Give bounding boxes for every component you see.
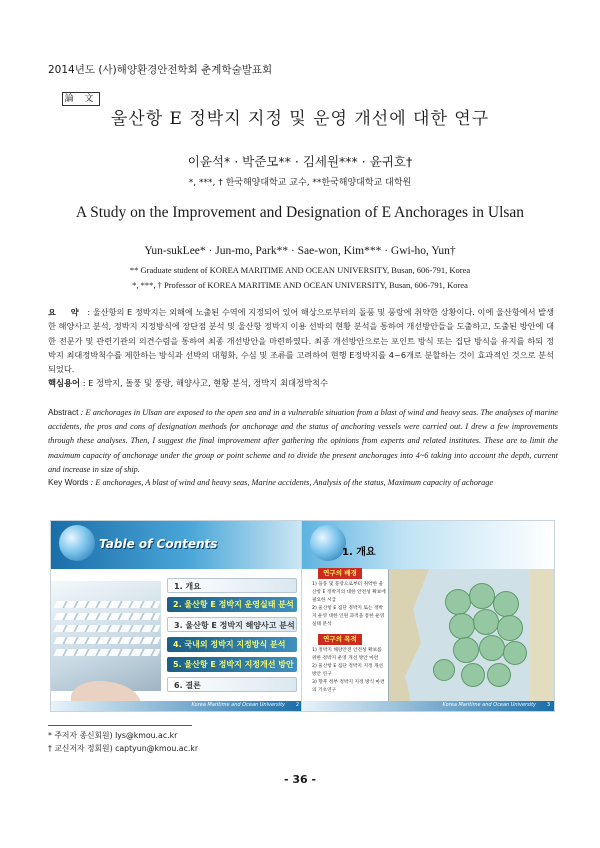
footnote-corresponding-author: † 교신저자 정회원) captyun@kmou.ac.kr — [48, 744, 199, 753]
footnote-divider — [48, 725, 192, 726]
globe-icon — [59, 525, 95, 561]
english-affiliation-1: ** Graduate student of KOREA MARITIME AND OCEAN UNIVERSITY, Busan, 606-791, Korea — [129, 265, 471, 275]
page-number: - 36 - — [283, 773, 317, 786]
korean-abstract-label: 요 약 — [48, 307, 85, 317]
toc-item: 6. 결론 — [167, 677, 297, 692]
toc-item: 5. 울산항 E 정박지 지정개선 방안 — [167, 657, 297, 672]
globe-icon — [310, 525, 346, 561]
slide-title: Table of Contents — [99, 537, 218, 551]
korean-abstract — [48, 305, 554, 376]
korean-keywords — [48, 377, 328, 389]
english-abstract — [48, 405, 558, 477]
toc-item: 2. 울산항 E 정박지 운영실태 분석 — [167, 597, 297, 612]
paper-type-tag: 論 文 — [62, 92, 100, 106]
slide-footer-text: Korea Maritime and Ocean University — [442, 702, 536, 708]
anchorage-map — [388, 569, 554, 703]
toc-item: 3. 울산항 E 정박지 해양사고 분석 — [167, 617, 297, 632]
section-text: 1) 정박지 해양안전 안전성 확보를 위한 정박지 운영 개선 방안 마련 2) 울산항 E 집단 정박지 지정 개선방안 연구 3) 향후 정부 정박지 지정 방식 마련의 기초연구 — [312, 648, 385, 693]
keyboard-image — [51, 581, 161, 691]
korean-title: 울산항 E 정박지 지정 및 운영 개선에 대한 연구 — [110, 109, 490, 129]
korean-keywords-text: : E 정박지, 돌풍 및 풍랑, 해양사고, 현황 분석, 정박지 최대정박척수 — [82, 378, 329, 388]
section-heading: 연구의 배경 — [318, 568, 362, 579]
slide-overview — [301, 520, 555, 712]
slide-footer — [51, 701, 303, 711]
slide-header-banner — [302, 521, 554, 569]
section-text: 1) 돌풍 및 풍랑으로부터 취약한 울산항 E 정박지의 대한 안전성 확보에 필요한 시급 2) 울산항 E 집단 정박지 또는 정박지 운영 대한 인원 과적을 통한 운영실태 분석 — [312, 582, 386, 627]
english-abstract-label: Abstract — [48, 407, 79, 417]
english-keywords — [48, 477, 493, 487]
slide-page-number: 2 — [295, 702, 299, 708]
korean-keywords-label: 핵심용어 — [48, 378, 81, 388]
slide-page-number: 3 — [546, 702, 550, 708]
slide-footer-text: Korea Maritime and Ocean University — [191, 702, 285, 708]
landmass-shape — [530, 569, 554, 703]
english-abstract-text: : E anchorages in Ulsan are exposed to the open sea and in a vulnerable situation from a blast of wind and heavy seas. The analyses of marine accidents, the pros and cons of designation methods for anchorage and the status of anchoring vessels were carried out. I drew a few improvements through these analyses. Then, I suggest the final improvement after gathering the opinions from experts and related institutes. These are to limit the maximum capacity of anchorage under the group or point scheme and to divide the present anchorages into 4~6 taking into account the depth, current and increase in size of ship. — [48, 408, 558, 474]
slide-footer — [302, 701, 554, 711]
english-keywords-text: : E anchorages, A blast of wind and heavy seas, Marine accidents, Analysis of the status, Maximum capacity of achorage — [90, 478, 494, 487]
slide-header-banner — [51, 521, 303, 569]
toc-item: 4. 국내외 정박지 지정방식 분석 — [167, 637, 297, 652]
korean-affiliation: *, ***, † 한국해양대학교 교수, **한국해양대학교 대학원 — [188, 178, 412, 188]
korean-authors: 이윤석* · 박준모** · 김세원*** · 윤귀호† — [187, 154, 413, 169]
english-title: A Study on the Improvement and Designation of E Anchorages in Ulsan — [75, 204, 525, 221]
english-authors: Yun-sukLee* · Jun-mo, Park** · Sae-won, Kim*** · Gwi-ho, Yun† — [144, 245, 456, 257]
coastline-shape — [389, 569, 429, 703]
toc-item: 1. 개요 — [167, 578, 297, 593]
conference-header: 2014년도 (사)해양환경안전학회 춘계학술발표회 — [48, 64, 273, 76]
section-heading: 연구의 목적 — [318, 634, 362, 645]
english-keywords-label: Key Words — [48, 477, 89, 487]
english-affiliation-2: *, ***, † Professor of KOREA MARITIME AND OCEAN UNIVERSITY, Busan, 606-791, Korea — [132, 280, 468, 290]
korean-abstract-text: : 울산항의 E 정박지는 외해에 노출된 수역에 지정되어 있어 해상으로부터의 돌풍 및 풍랑에 취약한 상황이다. 이에 울산항에서 발생한 해양사고 분석, 정박지 지정방식에 장단점 분석 및 울산항 정박지 이용 선박의 현황 분석을 통하여 개선방안들을 도출하고, 도출된 방안에 대한 전문가 및 관련기관의 의견수렴을 통하여 최종 개선방안을 마련하였다. 최종 개선방안으로는 포인트 방식 또는 집단 방식을 유지를 하되 정박지 최대정박척수를 제한하는 방식과 선박의 대형화, 수심 및 조류를 고려하여 현행 E정박지를 4~6개로 분할하는 것이 효과적인 것으로 분석되었다. — [48, 307, 555, 375]
footnote-main-author: * 주저자 종신회원) lys@kmou.ac.kr — [48, 731, 178, 740]
slide-title: 1. 개요 — [342, 547, 376, 558]
slide-table-of-contents — [50, 520, 304, 712]
